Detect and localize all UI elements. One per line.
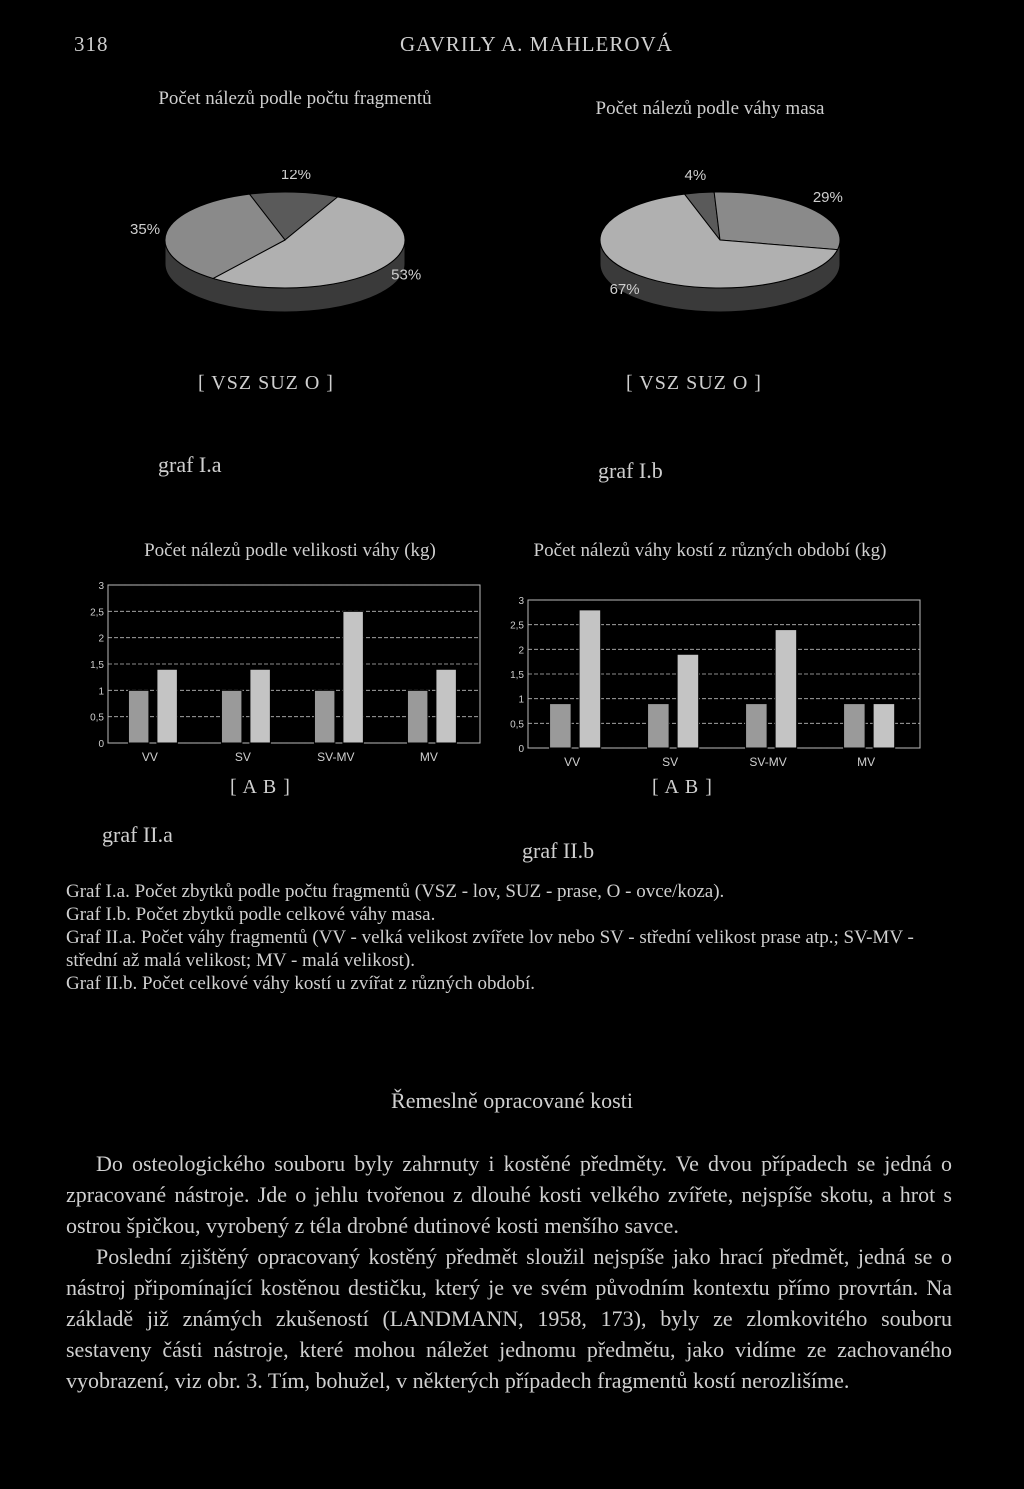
bar0-xtick-3: MV — [419, 750, 438, 764]
bar0-ytick-5: 2,5 — [90, 607, 104, 619]
chart-2b-svg — [490, 590, 930, 780]
bar1-xtick-1: SV — [662, 755, 679, 769]
pie0-label-1: 53% — [391, 266, 422, 284]
bar0-xtick-1: SV — [234, 750, 251, 764]
bar0-bar-2-0 — [314, 690, 334, 743]
bar1-xtick-3: MV — [857, 755, 876, 769]
bar1-ytick-6: 3 — [518, 596, 524, 607]
bar0-bar-0-1 — [157, 669, 177, 743]
bar1-ytick-5: 2,5 — [510, 620, 524, 632]
caption-2b: Graf II.b. Počet celkové váhy kostí u zvířat z různých období. — [66, 973, 536, 994]
pie0-label-0: 12% — [280, 170, 311, 184]
bar0-bar-1-0 — [221, 690, 241, 743]
bar1-bar-3-0 — [844, 704, 866, 748]
chart-2b-title: Počet nálezů váhy kostí z různých období (kg) — [533, 540, 887, 561]
chart-1a-label: graf I.a — [158, 452, 222, 477]
pie1-label-1: 29% — [812, 189, 843, 207]
bar1-bar-2-0 — [746, 704, 768, 748]
pie1-label-0: 4% — [684, 170, 707, 185]
paragraph-1: Do osteologického souboru byly zahrnuty i kostěné předměty. Ve dvou případech se jedná o zpracované nástroje. Jde o jehlu tvořenou z dlouhé kosti velkého zvířete, nejspíše skotu, a hrot s ostrou špičkou, vyrobený z téla drobné dutinové kosti menšího savce. — [66, 1151, 952, 1238]
caption-1a: Graf I.a. Počet zbytků podle počtu fragmentů (VSZ - lov, SUZ - prase, O - ovce/koza). — [66, 881, 725, 902]
bar1-bar-1-1 — [677, 654, 699, 748]
chart-1a-svg — [120, 170, 450, 330]
chart-2a-title: Počet nálezů podle velikosti váhy (kg) — [144, 540, 436, 561]
bar0-ytick-1: 0,5 — [90, 712, 104, 724]
bar1-xtick-0: VV — [564, 755, 581, 769]
bar0-bar-2-1 — [343, 611, 363, 743]
bar1-bar-2-1 — [775, 630, 797, 748]
pie0-label-2: 35% — [130, 220, 161, 238]
bar1-ytick-2: 1 — [518, 694, 524, 706]
bar1-xtick-2: SV-MV — [749, 755, 787, 769]
chart-1a-legend: [ VSZ SUZ O ] — [198, 372, 334, 394]
figure-captions — [66, 880, 956, 995]
bar0-bar-3-1 — [436, 669, 456, 743]
section-heading: Řemeslně opracované kosti — [391, 1088, 633, 1113]
bar0-bar-3-0 — [407, 690, 427, 743]
chart-1b-svg — [555, 170, 885, 330]
chart-1b-legend: [ VSZ SUZ O ] — [626, 372, 762, 394]
bar1-ytick-3: 1,5 — [510, 670, 524, 681]
bar1-ytick-0: 0 — [518, 744, 524, 755]
paragraph-2: Poslední zjištěný opracovaný kostěný předmět sloužil nejspíše jako hrací předmět, jedná se o nástroj připomínající kostěnou destičku, který je ve svém původním kontextu přímo provrtán. Na základě již známých zkušeností (LANDMANN, 1958, 173), byly ze zlomkovitého souboru sestaveny části nástroje, které mohou náležet jednomu předmětu, jako vidíme ze zachovaného vyobrazení, viz obr. 3. Tím, bohužel, v některých případech fragmentů kostí nerozlišíme. — [66, 1244, 952, 1393]
bar0-ytick-4: 2 — [98, 633, 104, 645]
bar0-ytick-6: 3 — [98, 581, 104, 592]
bar0-bar-0-0 — [128, 690, 148, 743]
caption-2a: Graf II.a. Počet váhy fragmentů (VV - velká velikost zvířete lov nebo SV - střední velikost prase atp.; SV-MV - střední až malá velikost; MV - malá velikost). — [66, 927, 914, 971]
chart-1a-title: Počet nálezů podle počtu fragmentů — [158, 88, 432, 109]
bar0-xtick-0: VV — [141, 750, 158, 764]
bar0-ytick-0: 0 — [98, 739, 104, 750]
running-header: GAVRILY A. MAHLEROVÁ — [400, 32, 673, 56]
bar0-bar-1-1 — [250, 669, 270, 743]
bar0-ytick-2: 1 — [98, 686, 104, 698]
chart-1b-label: graf I.b — [598, 458, 663, 483]
chart-2a-svg — [70, 575, 490, 775]
bar0-xtick-2: SV-MV — [317, 750, 355, 764]
chart-2b-label: graf II.b — [522, 838, 595, 863]
bar1-bar-3-1 — [873, 704, 895, 748]
pie1-label-2: 67% — [609, 280, 640, 298]
bar1-bar-0-0 — [550, 704, 572, 748]
chart-2b-legend: [ A B ] — [652, 776, 713, 798]
chart-2a-legend: [ A B ] — [230, 776, 291, 798]
chart-1b-title: Počet nálezů podle váhy masa — [595, 98, 825, 119]
chart-2a-label: graf II.a — [102, 822, 173, 847]
page-number: 318 — [74, 32, 109, 56]
bar1-bar-0-1 — [579, 610, 601, 748]
caption-1b: Graf I.b. Počet zbytků podle celkové váhy masa. — [66, 904, 436, 925]
body-text — [66, 1148, 952, 1396]
bar1-ytick-1: 0,5 — [510, 719, 524, 731]
bar1-bar-1-0 — [648, 704, 670, 748]
bar1-ytick-4: 2 — [518, 645, 524, 657]
bar0-ytick-3: 1,5 — [90, 660, 104, 671]
